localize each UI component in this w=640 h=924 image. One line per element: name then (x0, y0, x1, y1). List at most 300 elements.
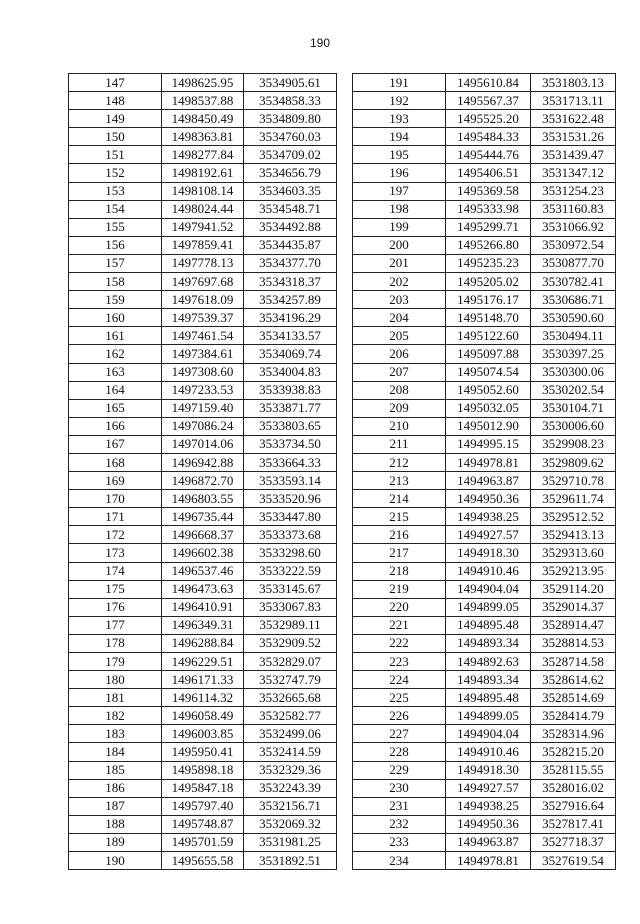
x-coordinate-cell: 1495950.41 (162, 743, 244, 761)
x-coordinate-cell: 1497859.41 (162, 236, 244, 254)
y-coordinate-cell: 3534069.74 (244, 345, 337, 363)
table-row (69, 327, 337, 345)
y-coordinate-cell: 3527718.37 (531, 833, 616, 851)
x-coordinate-cell: 1496171.33 (162, 671, 244, 689)
y-coordinate-cell: 3532069.32 (244, 815, 337, 833)
point-number-cell: 153 (69, 182, 162, 200)
table-row (69, 761, 337, 779)
x-coordinate-cell: 1497618.09 (162, 291, 244, 309)
table-row (353, 743, 616, 761)
table-row (69, 218, 337, 236)
point-number-cell: 219 (353, 580, 446, 598)
point-number-cell: 215 (353, 508, 446, 526)
y-coordinate-cell: 3529611.74 (531, 490, 616, 508)
x-coordinate-cell: 1496602.38 (162, 544, 244, 562)
y-coordinate-cell: 3532989.11 (244, 616, 337, 634)
table-row (69, 616, 337, 634)
table-row (353, 327, 616, 345)
table-row (353, 562, 616, 580)
x-coordinate-cell: 1495655.58 (162, 852, 244, 870)
point-number-cell: 196 (353, 164, 446, 182)
table-row (353, 254, 616, 272)
y-coordinate-cell: 3533520.96 (244, 490, 337, 508)
table-row (353, 689, 616, 707)
y-coordinate-cell: 3530494.11 (531, 327, 616, 345)
x-coordinate-cell: 1495097.88 (446, 345, 531, 363)
y-coordinate-cell: 3532499.06 (244, 725, 337, 743)
point-number-cell: 200 (353, 236, 446, 254)
point-number-cell: 205 (353, 327, 446, 345)
x-coordinate-cell: 1495122.60 (446, 327, 531, 345)
point-number-cell: 228 (353, 743, 446, 761)
point-number-cell: 176 (69, 598, 162, 616)
y-coordinate-cell: 3532747.79 (244, 671, 337, 689)
point-number-cell: 149 (69, 110, 162, 128)
x-coordinate-cell: 1494904.04 (446, 725, 531, 743)
x-coordinate-cell: 1494895.48 (446, 616, 531, 634)
x-coordinate-cell: 1495205.02 (446, 273, 531, 291)
x-coordinate-cell: 1496003.85 (162, 725, 244, 743)
y-coordinate-cell: 3527619.54 (531, 852, 616, 870)
y-coordinate-cell: 3528714.58 (531, 653, 616, 671)
x-coordinate-cell: 1495052.60 (446, 381, 531, 399)
y-coordinate-cell: 3528914.47 (531, 616, 616, 634)
x-coordinate-cell: 1496349.31 (162, 616, 244, 634)
table-row (69, 345, 337, 363)
x-coordinate-cell: 1494918.30 (446, 761, 531, 779)
x-coordinate-cell: 1494893.34 (446, 671, 531, 689)
point-number-cell: 190 (69, 852, 162, 870)
point-number-cell: 156 (69, 236, 162, 254)
x-coordinate-cell: 1494938.25 (446, 508, 531, 526)
y-coordinate-cell: 3533734.50 (244, 435, 337, 453)
table-row (69, 526, 337, 544)
table-row (353, 345, 616, 363)
point-number-cell: 218 (353, 562, 446, 580)
table-row (353, 273, 616, 291)
table-row (69, 797, 337, 815)
table-row (353, 164, 616, 182)
point-number-cell: 210 (353, 417, 446, 435)
point-number-cell: 183 (69, 725, 162, 743)
point-number-cell: 207 (353, 363, 446, 381)
table-row (69, 490, 337, 508)
x-coordinate-cell: 1497014.06 (162, 435, 244, 453)
y-coordinate-cell: 3533938.83 (244, 381, 337, 399)
x-coordinate-cell: 1495333.98 (446, 200, 531, 218)
x-coordinate-cell: 1494978.81 (446, 453, 531, 471)
table-row (69, 852, 337, 870)
point-number-cell: 161 (69, 327, 162, 345)
y-coordinate-cell: 3531066.92 (531, 218, 616, 236)
x-coordinate-cell: 1496668.37 (162, 526, 244, 544)
point-number-cell: 158 (69, 273, 162, 291)
x-coordinate-cell: 1495074.54 (446, 363, 531, 381)
x-coordinate-cell: 1494927.57 (446, 779, 531, 797)
table-row (69, 399, 337, 417)
point-number-cell: 231 (353, 797, 446, 815)
point-number-cell: 155 (69, 218, 162, 236)
point-number-cell: 193 (353, 110, 446, 128)
table-row (353, 852, 616, 870)
point-number-cell: 150 (69, 128, 162, 146)
table-row (353, 797, 616, 815)
y-coordinate-cell: 3530877.70 (531, 254, 616, 272)
y-coordinate-cell: 3534377.70 (244, 254, 337, 272)
x-coordinate-cell: 1495898.18 (162, 761, 244, 779)
point-number-cell: 234 (353, 852, 446, 870)
point-number-cell: 180 (69, 671, 162, 689)
point-number-cell: 189 (69, 833, 162, 851)
y-coordinate-cell: 3534435.87 (244, 236, 337, 254)
y-coordinate-cell: 3529809.62 (531, 453, 616, 471)
y-coordinate-cell: 3529213.95 (531, 562, 616, 580)
x-coordinate-cell: 1496410.91 (162, 598, 244, 616)
table-row (353, 110, 616, 128)
x-coordinate-cell: 1495369.58 (446, 182, 531, 200)
point-number-cell: 232 (353, 815, 446, 833)
y-coordinate-cell: 3534492.88 (244, 218, 337, 236)
table-row (69, 653, 337, 671)
y-coordinate-cell: 3528514.69 (531, 689, 616, 707)
table-row (353, 363, 616, 381)
y-coordinate-cell: 3527817.41 (531, 815, 616, 833)
x-coordinate-cell: 1496803.55 (162, 490, 244, 508)
x-coordinate-cell: 1495444.76 (446, 146, 531, 164)
point-number-cell: 170 (69, 490, 162, 508)
y-coordinate-cell: 3534318.37 (244, 273, 337, 291)
x-coordinate-cell: 1494963.87 (446, 833, 531, 851)
point-number-cell: 230 (353, 779, 446, 797)
point-number-cell: 173 (69, 544, 162, 562)
point-number-cell: 212 (353, 453, 446, 471)
y-coordinate-cell: 3530590.60 (531, 309, 616, 327)
x-coordinate-cell: 1498363.81 (162, 128, 244, 146)
y-coordinate-cell: 3531439.47 (531, 146, 616, 164)
x-coordinate-cell: 1494995.15 (446, 435, 531, 453)
y-coordinate-cell: 3533871.77 (244, 399, 337, 417)
x-coordinate-cell: 1494950.36 (446, 815, 531, 833)
point-number-cell: 213 (353, 472, 446, 490)
table-row (353, 74, 616, 92)
y-coordinate-cell: 3534905.61 (244, 74, 337, 92)
table-row (353, 309, 616, 327)
table-row (353, 490, 616, 508)
x-coordinate-cell: 1498625.95 (162, 74, 244, 92)
x-coordinate-cell: 1495406.51 (446, 164, 531, 182)
y-coordinate-cell: 3531160.83 (531, 200, 616, 218)
y-coordinate-cell: 3530202.54 (531, 381, 616, 399)
table-row (353, 544, 616, 562)
point-number-cell: 199 (353, 218, 446, 236)
x-coordinate-cell: 1496058.49 (162, 707, 244, 725)
y-coordinate-cell: 3532329.36 (244, 761, 337, 779)
point-number-cell: 154 (69, 200, 162, 218)
y-coordinate-cell: 3530686.71 (531, 291, 616, 309)
point-number-cell: 197 (353, 182, 446, 200)
x-coordinate-cell: 1495797.40 (162, 797, 244, 815)
point-number-cell: 163 (69, 363, 162, 381)
point-number-cell: 206 (353, 345, 446, 363)
table-row (353, 526, 616, 544)
y-coordinate-cell: 3533373.68 (244, 526, 337, 544)
table-row (69, 453, 337, 471)
y-coordinate-cell: 3530972.54 (531, 236, 616, 254)
point-number-cell: 202 (353, 273, 446, 291)
table-row (353, 580, 616, 598)
y-coordinate-cell: 3528115.55 (531, 761, 616, 779)
x-coordinate-cell: 1494963.87 (446, 472, 531, 490)
point-number-cell: 185 (69, 761, 162, 779)
x-coordinate-cell: 1495176.17 (446, 291, 531, 309)
y-coordinate-cell: 3532829.07 (244, 653, 337, 671)
x-coordinate-cell: 1495148.70 (446, 309, 531, 327)
x-coordinate-cell: 1495610.84 (446, 74, 531, 92)
y-coordinate-cell: 3533222.59 (244, 562, 337, 580)
x-coordinate-cell: 1498537.88 (162, 92, 244, 110)
y-coordinate-cell: 3534004.83 (244, 363, 337, 381)
table-row (353, 634, 616, 652)
point-number-cell: 152 (69, 164, 162, 182)
table-row (353, 671, 616, 689)
point-number-cell: 164 (69, 381, 162, 399)
x-coordinate-cell: 1494950.36 (446, 490, 531, 508)
y-coordinate-cell: 3532909.52 (244, 634, 337, 652)
page-number: 190 (309, 36, 331, 50)
x-coordinate-cell: 1497308.60 (162, 363, 244, 381)
x-coordinate-cell: 1494899.05 (446, 707, 531, 725)
y-coordinate-cell: 3529512.52 (531, 508, 616, 526)
x-coordinate-cell: 1494978.81 (446, 852, 531, 870)
y-coordinate-cell: 3527916.64 (531, 797, 616, 815)
point-number-cell: 216 (353, 526, 446, 544)
x-coordinate-cell: 1498108.14 (162, 182, 244, 200)
table-row (69, 689, 337, 707)
point-number-cell: 204 (353, 309, 446, 327)
x-coordinate-cell: 1495266.80 (446, 236, 531, 254)
table-row (69, 598, 337, 616)
point-number-cell: 181 (69, 689, 162, 707)
x-coordinate-cell: 1495701.59 (162, 833, 244, 851)
point-number-cell: 166 (69, 417, 162, 435)
table-row (353, 815, 616, 833)
table-row (69, 725, 337, 743)
point-number-cell: 187 (69, 797, 162, 815)
x-coordinate-cell: 1497086.24 (162, 417, 244, 435)
y-coordinate-cell: 3530104.71 (531, 399, 616, 417)
y-coordinate-cell: 3532665.68 (244, 689, 337, 707)
coordinates-table-left (68, 73, 337, 870)
table-row (69, 92, 337, 110)
table-row (69, 200, 337, 218)
point-number-cell: 177 (69, 616, 162, 634)
point-number-cell: 223 (353, 653, 446, 671)
y-coordinate-cell: 3534603.35 (244, 182, 337, 200)
point-number-cell: 195 (353, 146, 446, 164)
y-coordinate-cell: 3528614.62 (531, 671, 616, 689)
point-number-cell: 217 (353, 544, 446, 562)
table-row (353, 761, 616, 779)
x-coordinate-cell: 1497778.13 (162, 254, 244, 272)
table-row (69, 508, 337, 526)
x-coordinate-cell: 1495748.87 (162, 815, 244, 833)
y-coordinate-cell: 3529908.23 (531, 435, 616, 453)
point-number-cell: 179 (69, 653, 162, 671)
y-coordinate-cell: 3533298.60 (244, 544, 337, 562)
y-coordinate-cell: 3530782.41 (531, 273, 616, 291)
point-number-cell: 208 (353, 381, 446, 399)
table-row (353, 381, 616, 399)
x-coordinate-cell: 1496537.46 (162, 562, 244, 580)
table-row (69, 164, 337, 182)
y-coordinate-cell: 3529014.37 (531, 598, 616, 616)
point-number-cell: 225 (353, 689, 446, 707)
table-row (353, 291, 616, 309)
y-coordinate-cell: 3533664.33 (244, 453, 337, 471)
x-coordinate-cell: 1495567.37 (446, 92, 531, 110)
y-coordinate-cell: 3532243.39 (244, 779, 337, 797)
y-coordinate-cell: 3533803.65 (244, 417, 337, 435)
y-coordinate-cell: 3531892.51 (244, 852, 337, 870)
point-number-cell: 186 (69, 779, 162, 797)
x-coordinate-cell: 1494893.34 (446, 634, 531, 652)
x-coordinate-cell: 1494910.46 (446, 743, 531, 761)
point-number-cell: 169 (69, 472, 162, 490)
point-number-cell: 222 (353, 634, 446, 652)
point-number-cell: 198 (353, 200, 446, 218)
table-row (353, 833, 616, 851)
x-coordinate-cell: 1497159.40 (162, 399, 244, 417)
table-row (69, 182, 337, 200)
x-coordinate-cell: 1495484.33 (446, 128, 531, 146)
table-row (69, 291, 337, 309)
x-coordinate-cell: 1496114.32 (162, 689, 244, 707)
x-coordinate-cell: 1498192.61 (162, 164, 244, 182)
y-coordinate-cell: 3534257.89 (244, 291, 337, 309)
x-coordinate-cell: 1494938.25 (446, 797, 531, 815)
point-number-cell: 227 (353, 725, 446, 743)
y-coordinate-cell: 3533067.83 (244, 598, 337, 616)
point-number-cell: 224 (353, 671, 446, 689)
table-row (69, 562, 337, 580)
x-coordinate-cell: 1494895.48 (446, 689, 531, 707)
y-coordinate-cell: 3529413.13 (531, 526, 616, 544)
point-number-cell: 184 (69, 743, 162, 761)
table-row (69, 128, 337, 146)
point-number-cell: 211 (353, 435, 446, 453)
table-row (353, 472, 616, 490)
x-coordinate-cell: 1494910.46 (446, 562, 531, 580)
point-number-cell: 233 (353, 833, 446, 851)
table-row (69, 236, 337, 254)
table-row (69, 833, 337, 851)
point-number-cell: 191 (353, 74, 446, 92)
point-number-cell: 174 (69, 562, 162, 580)
x-coordinate-cell: 1498277.84 (162, 146, 244, 164)
y-coordinate-cell: 3533593.14 (244, 472, 337, 490)
point-number-cell: 221 (353, 616, 446, 634)
x-coordinate-cell: 1496473.63 (162, 580, 244, 598)
y-coordinate-cell: 3528016.02 (531, 779, 616, 797)
table-row (69, 110, 337, 128)
point-number-cell: 214 (353, 490, 446, 508)
y-coordinate-cell: 3528215.20 (531, 743, 616, 761)
point-number-cell: 201 (353, 254, 446, 272)
table-row (353, 653, 616, 671)
point-number-cell: 157 (69, 254, 162, 272)
y-coordinate-cell: 3532156.71 (244, 797, 337, 815)
point-number-cell: 192 (353, 92, 446, 110)
table-row (69, 381, 337, 399)
table-row (353, 146, 616, 164)
y-coordinate-cell: 3534656.79 (244, 164, 337, 182)
table-row (353, 417, 616, 435)
table-row (69, 417, 337, 435)
point-number-cell: 165 (69, 399, 162, 417)
table-row (69, 363, 337, 381)
table-row (353, 128, 616, 146)
y-coordinate-cell: 3529114.20 (531, 580, 616, 598)
x-coordinate-cell: 1494899.05 (446, 598, 531, 616)
table-row (69, 707, 337, 725)
table-row (69, 74, 337, 92)
y-coordinate-cell: 3528414.79 (531, 707, 616, 725)
y-coordinate-cell: 3531803.13 (531, 74, 616, 92)
x-coordinate-cell: 1496229.51 (162, 653, 244, 671)
x-coordinate-cell: 1495012.90 (446, 417, 531, 435)
x-coordinate-cell: 1494904.04 (446, 580, 531, 598)
table-row (69, 146, 337, 164)
table-row (69, 472, 337, 490)
y-coordinate-cell: 3529313.60 (531, 544, 616, 562)
point-number-cell: 148 (69, 92, 162, 110)
table-row (353, 779, 616, 797)
table-row (353, 435, 616, 453)
point-number-cell: 147 (69, 74, 162, 92)
x-coordinate-cell: 1497697.68 (162, 273, 244, 291)
y-coordinate-cell: 3534133.57 (244, 327, 337, 345)
x-coordinate-cell: 1495525.20 (446, 110, 531, 128)
table-row (69, 634, 337, 652)
x-coordinate-cell: 1494892.63 (446, 653, 531, 671)
point-number-cell: 188 (69, 815, 162, 833)
table-row (69, 273, 337, 291)
y-coordinate-cell: 3534809.80 (244, 110, 337, 128)
table-row (353, 508, 616, 526)
table-row (353, 399, 616, 417)
x-coordinate-cell: 1498024.44 (162, 200, 244, 218)
table-row (353, 725, 616, 743)
table-row (353, 616, 616, 634)
table-row (353, 598, 616, 616)
point-number-cell: 175 (69, 580, 162, 598)
y-coordinate-cell: 3532582.77 (244, 707, 337, 725)
coordinates-table-right (352, 73, 616, 870)
y-coordinate-cell: 3531254.23 (531, 182, 616, 200)
point-number-cell: 229 (353, 761, 446, 779)
x-coordinate-cell: 1495299.71 (446, 218, 531, 236)
y-coordinate-cell: 3534548.71 (244, 200, 337, 218)
table-row (353, 453, 616, 471)
table-row (69, 254, 337, 272)
table-row (353, 707, 616, 725)
table-row (353, 218, 616, 236)
point-number-cell: 167 (69, 435, 162, 453)
point-number-cell: 151 (69, 146, 162, 164)
y-coordinate-cell: 3528814.53 (531, 634, 616, 652)
table-row (353, 92, 616, 110)
point-number-cell: 226 (353, 707, 446, 725)
